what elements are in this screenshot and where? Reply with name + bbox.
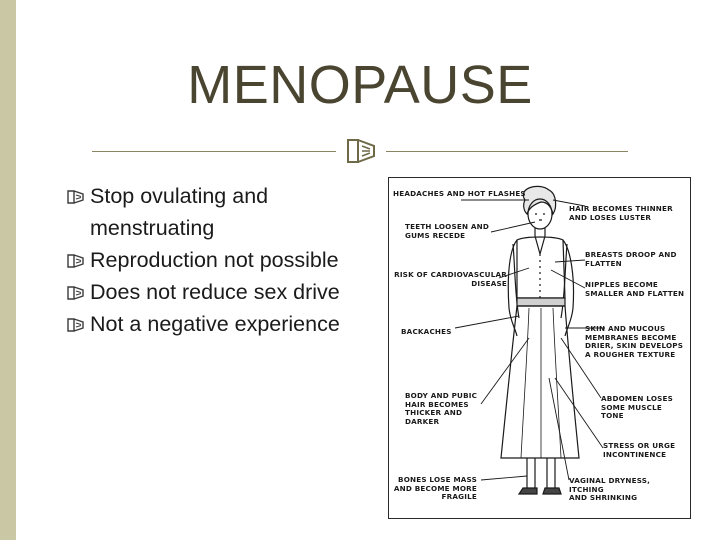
menopause-body-diagram <box>388 177 691 519</box>
label-vaginal: VAGINAL DRYNESS, ITCHING AND SHRINKING <box>569 476 651 502</box>
title-rule-right <box>386 151 628 152</box>
bullet-icon <box>66 285 86 301</box>
bullet-item <box>66 276 366 308</box>
label-bones: BONES LOSE MASS AND BECOME MORE FRAGILE <box>393 475 477 501</box>
bullet-icon <box>66 253 86 269</box>
label-nipples: NIPPLES BECOME SMALLER AND FLATTEN <box>585 280 685 298</box>
bullet-icon <box>66 189 86 205</box>
label-hair: HAIR BECOMES THINNER AND LOSES LUSTER <box>569 204 673 222</box>
label-body-hair: BODY AND PUBIC HAIR BECOMES THICKER AND DARKER <box>405 391 478 426</box>
bullet-text: Not a negative experience <box>90 312 340 336</box>
bullet-icon <box>66 317 86 333</box>
bullet-text: Does not reduce sex drive <box>90 280 340 304</box>
slide-title: MENOPAUSE <box>187 55 533 115</box>
label-incontinence: STRESS OR URGE INCONTINENCE <box>603 441 676 459</box>
label-abdomen: ABDOMEN LOSES SOME MUSCLE TONE <box>601 394 673 420</box>
bullet-item <box>66 244 366 276</box>
ornament-icon <box>344 136 380 166</box>
bullet-item <box>66 308 366 340</box>
label-headaches: HEADACHES AND HOT FLASHES <box>393 189 526 198</box>
label-breasts: BREASTS DROOP AND FLATTEN <box>585 250 677 268</box>
bullet-text: Stop ovulating and menstruating <box>90 184 269 240</box>
label-skin: SKIN AND MUCOUS MEMBRANES BECOME DRIER, SKIN DEVELOPS A ROUGHER TEXTURE <box>585 324 684 359</box>
label-backaches: BACKACHES <box>401 327 452 336</box>
label-cardiovascular: RISK OF CARDIOVASCULAR DISEASE <box>394 270 507 288</box>
bullet-item <box>66 180 366 244</box>
bullet-text: Reproduction not possible <box>90 248 339 272</box>
bullet-list <box>66 180 366 340</box>
label-teeth: TEETH LOOSEN AND GUMS RECEDE <box>405 222 490 240</box>
title-rule-left <box>92 151 336 152</box>
